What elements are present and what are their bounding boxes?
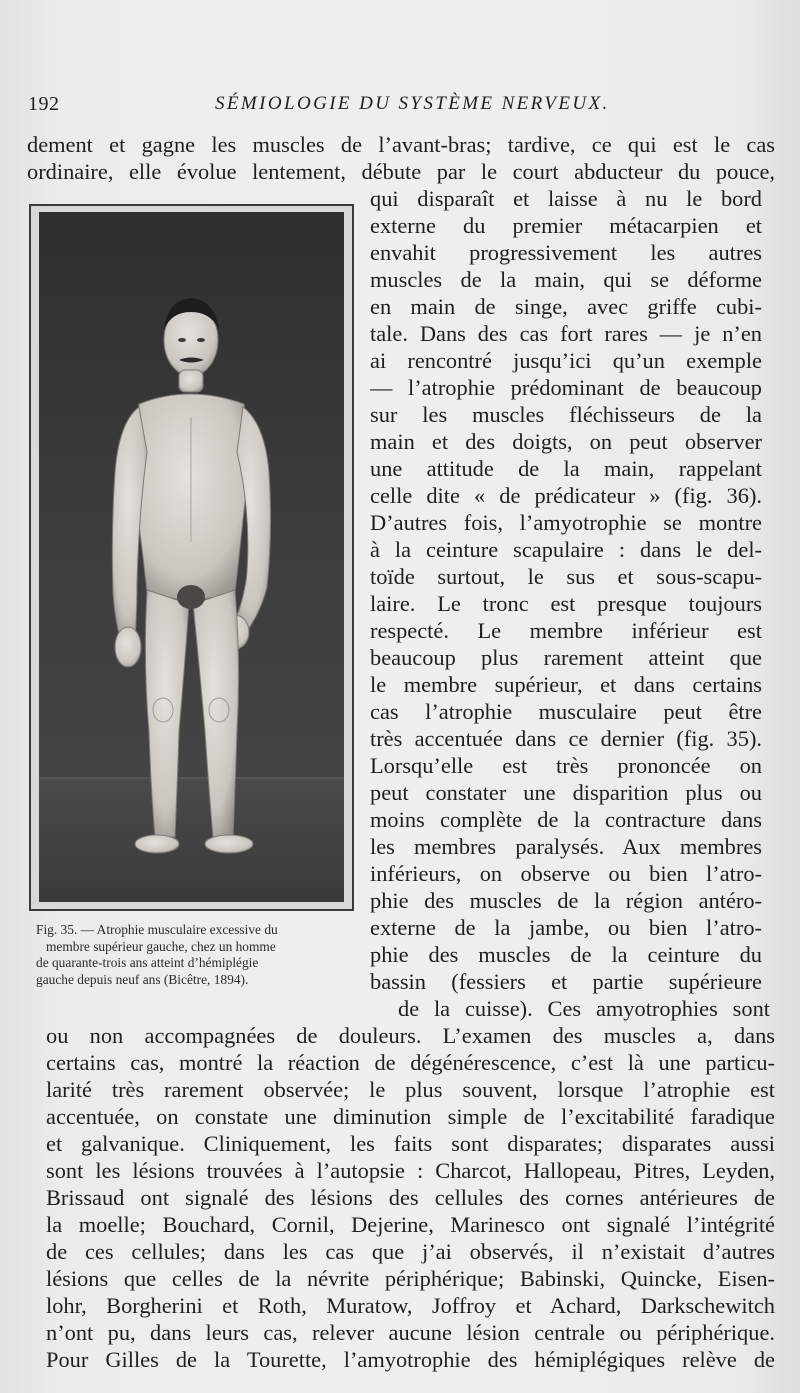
figure-35 [29, 204, 354, 911]
text-line: celle dite « de prédicateur » (fig. 36). [370, 483, 762, 508]
text-line: laire. Le tronc est presque toujours [370, 591, 762, 616]
figure-photograph [39, 212, 344, 902]
text-line: beaucoup plus rarement atteint que [370, 645, 762, 670]
text-line: Pour Gilles de la Tourette, l’amyotrophie des hémiplégiques relève de [46, 1347, 775, 1372]
text-line: cas l’atrophie musculaire peut être [370, 699, 762, 724]
text-line: et galvanique. Cliniquement, les faits sont disparates; disparates aussi [46, 1131, 775, 1156]
text-line: toïde surtout, le sus et sous-scapu- [370, 564, 762, 589]
caption-line: Fig. 35. — Atrophie musculaire excessive du [36, 922, 278, 937]
text-line: très accentuée dans ce dernier (fig. 35). [370, 726, 762, 751]
text-line: une attitude de la main, rappelant [370, 456, 762, 481]
text-line: dement et gagne les muscles de l’avant-bras; tardive, ce qui est le cas [27, 132, 775, 157]
text-line: inférieurs, on observe ou bien l’atro- [370, 861, 762, 886]
caption-line: gauche depuis neuf ans (Bicêtre, 1894). [36, 971, 249, 987]
text-line: tale. Dans des cas fort rares — je n’en [370, 321, 762, 346]
figure-caption [36, 922, 366, 988]
text-line: le membre supérieur, et dans certains [370, 672, 762, 697]
text-line: Brissaud ont signalé des lésions des cellules des cornes antérieures de [46, 1185, 775, 1210]
page-number: 192 [28, 93, 60, 115]
text-line: certains cas, montré la réaction de dégénérescence, c’est là une particu- [46, 1050, 775, 1075]
text-line: ai rencontré jusqu’ici qu’un exemple [370, 348, 762, 373]
text-line: sont les lésions trouvées à l’autopsie : Charcot, Hallopeau, Pitres, Leyden, [46, 1158, 775, 1183]
text-line: moins complète de la contracture dans [370, 807, 762, 832]
text-line: phie des muscles de la ceinture du [370, 942, 762, 967]
text-line: ou non accompagnées de douleurs. L’examen des muscles a, dans [46, 1023, 775, 1048]
text-line: Lorsqu’elle est très prononcée on [370, 753, 762, 778]
text-line: muscles de la main, qui se déforme [370, 267, 762, 292]
text-line: externe du premier métacarpien et [370, 213, 762, 238]
text-line: externe de la jambe, ou bien l’atro- [370, 915, 762, 940]
figure-photo-drawing [39, 212, 344, 902]
text-line: sur les muscles fléchisseurs de la [370, 402, 762, 427]
text-line: respecté. Le membre inférieur est [370, 618, 762, 643]
text-line: bassin (fessiers et partie supérieure [370, 969, 762, 994]
running-title: SÉMIOLOGIE DU SYSTÈME NERVEUX. [215, 93, 610, 114]
text-line: à la ceinture scapulaire : dans le del- [370, 537, 762, 562]
text-line: larité très rarement observée; le plus souvent, lorsque l’atrophie est [46, 1077, 775, 1102]
text-line: n’ont pu, dans leurs cas, relever aucune lésion centrale ou périphérique. [46, 1320, 775, 1345]
caption-line: membre supérieur gauche, chez un homme [46, 938, 276, 954]
text-line: en main de singe, avec griffe cubi- [370, 294, 762, 319]
text-line: lohr, Borgherini et Roth, Muratow, Joffroy et Achard, Darkschewitch [46, 1293, 775, 1318]
text-line: — l’atrophie prédominant de beaucoup [370, 375, 762, 400]
text-line: ordinaire, elle évolue lentement, débute par le court abducteur du pouce, [27, 159, 775, 184]
text-line: qui disparaît et laisse à nu le bord [370, 186, 762, 211]
caption-line: de quarante-trois ans atteint d’hémiplégie [36, 955, 259, 970]
text-line: les membres paralysés. Aux membres [370, 834, 762, 859]
text-line: main et des doigts, on peut observer [370, 429, 762, 454]
text-line: la moelle; Bouchard, Cornil, Dejerine, Marinesco ont signalé l’intégrité [46, 1212, 775, 1237]
text-line: envahit progressivement les autres [370, 240, 762, 265]
text-line: accentuée, on constate une diminution simple de l’excitabilité faradique [46, 1104, 775, 1129]
text-line: de la cuisse). Ces amyotrophies sont [398, 996, 770, 1021]
text-line: de ces cellules; dans les cas que j’ai observés, il n’existait d’autres [46, 1239, 775, 1264]
text-line: phie des muscles de la région antéro- [370, 888, 762, 913]
text-line: D’autres fois, l’amyotrophie se montre [370, 510, 762, 535]
running-head [0, 93, 800, 119]
text-line: peut constater une disparition plus ou [370, 780, 762, 805]
text-line: lésions que celles de la névrite périphérique; Babinski, Quincke, Eisen- [46, 1266, 775, 1291]
